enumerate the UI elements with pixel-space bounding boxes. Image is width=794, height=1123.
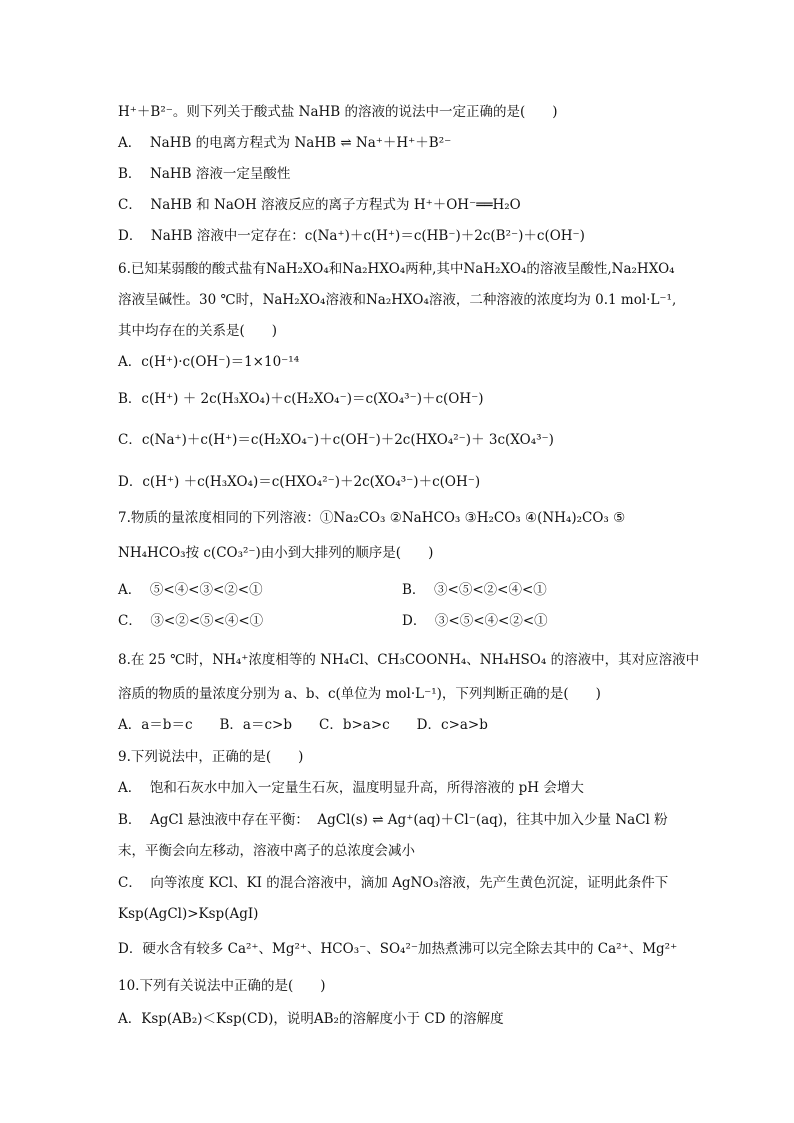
q5-option-a: A． NaHB 的电离方程式为 NaHB ⇌ Na⁺＋H⁺＋B²⁻ [118, 135, 452, 151]
q9-option-a: A． 饱和石灰水中加入一定量生石灰，温度明显升高，所得溶液的 pH 会增大 [118, 780, 584, 796]
q6-option-a: A．c(H⁺)·c(OH⁻)＝1×10⁻¹⁴ [118, 354, 300, 370]
q5-option-c: C． NaHB 和 NaOH 溶液反应的离子方程式为 H⁺＋OH⁻══H₂O [118, 197, 521, 213]
q9-stem: 9.下列说法中，正确的是( ) [118, 749, 304, 765]
q6-stem-line3: 其中均存在的关系是( ) [118, 323, 278, 339]
q9-option-d: D．硬水含有较多 Ca²⁺、Mg²⁺、HCO₃⁻、SO₄²⁻加热煮沸可以完全除去其中的 Ca²⁺、Mg²⁺ [118, 941, 678, 957]
q10-stem: 10.下列有关说法中正确的是( ) [118, 978, 326, 994]
q9-option-b-line1: B． AgCl 悬浊液中存在平衡： AgCl(s) ⇌ Ag⁺(aq)＋Cl⁻(aq)，往其中加入少量 NaCl 粉 [118, 812, 668, 828]
q7-option-d: D． ③<⑤<④<②<① [402, 613, 548, 629]
q6-option-c: C．c(Na⁺)＋c(H⁺)＝c(H₂XO₄⁻)＋c(OH⁻)＋2c(HXO₄²⁻)＋ 3c(XO₄³⁻) [118, 432, 554, 448]
q9-option-c-line2: Ksp(AgCl)>Ksp(AgI) [118, 906, 259, 922]
q6-option-b: B．c(H⁺) ＋ 2c(H₃XO₄)＋c(H₂XO₄⁻)＝c(XO₄³⁻)＋c(OH⁻) [118, 391, 484, 407]
q9-option-c-line1: C． 向等浓度 KCl、KI 的混合溶液中，滴加 AgNO₃溶液，先产生黄色沉淀，证明此条件下 [118, 875, 669, 891]
q7-option-c: C． ③<②<⑤<④<① [118, 613, 264, 629]
q6-stem-line2: 溶液呈碱性。30 ℃时，NaH₂XO₄溶液和Na₂HXO₄溶液，二种溶液的浓度均为 0.1 mol·L⁻¹, [118, 292, 677, 308]
q5-stem-tail: H⁺＋B²⁻。则下列关于酸式盐 NaHB 的溶液的说法中一定正确的是( ) [118, 104, 558, 120]
q10-option-a: A．Ksp(AB₂)＜Ksp(CD)，说明AB₂的溶解度小于 CD 的溶解度 [118, 1011, 504, 1027]
q7-option-b: B． ③<⑤<②<④<① [402, 582, 547, 598]
q9-option-b-line2: 末，平衡会向左移动，溶液中离子的总浓度会减小 [118, 843, 415, 859]
q7-option-a: A． ⑤<④<③<②<① [118, 582, 263, 598]
q7-stem-line1: 7.物质的量浓度相同的下列溶液：①Na₂CO₃ ②NaHCO₃ ③H₂CO₃ ④(NH₄)₂CO₃ ⑤ [118, 510, 626, 526]
q6-stem-line1: 6.已知某弱酸的酸式盐有NaH₂XO₄和Na₂HXO₄两种,其中NaH₂XO₄的溶液呈酸性,Na₂HXO₄ [118, 261, 675, 277]
q8-stem-line2: 溶质的物质的量浓度分别为 a、b、c(单位为 mol·L⁻¹)，下列判断正确的是( ) [118, 686, 601, 702]
q5-option-d: D． NaHB 溶液中一定存在：c(Na⁺)＋c(H⁺)＝c(HB⁻)＋2c(B²⁻)＋c(OH⁻) [118, 228, 585, 244]
q8-options: A．a＝b＝c B．a＝c>b C．b>a>c D．c>a>b [118, 717, 488, 733]
q5-option-b: B． NaHB 溶液一定呈酸性 [118, 166, 291, 182]
q6-option-d: D．c(H⁺) ＋c(H₃XO₄)＝c(HXO₄²⁻)＋2c(XO₄³⁻)＋c(OH⁻) [118, 474, 481, 490]
q7-stem-line2: NH₄HCO₃按 c(CO₃²⁻)由小到大排列的顺序是( ) [118, 545, 434, 561]
q8-stem-line1: 8.在 25 ℃时，NH₄⁺浓度相等的 NH₄Cl、CH₃COONH₄、NH₄HSO₄ 的溶液中，其对应溶液中 [118, 652, 700, 668]
